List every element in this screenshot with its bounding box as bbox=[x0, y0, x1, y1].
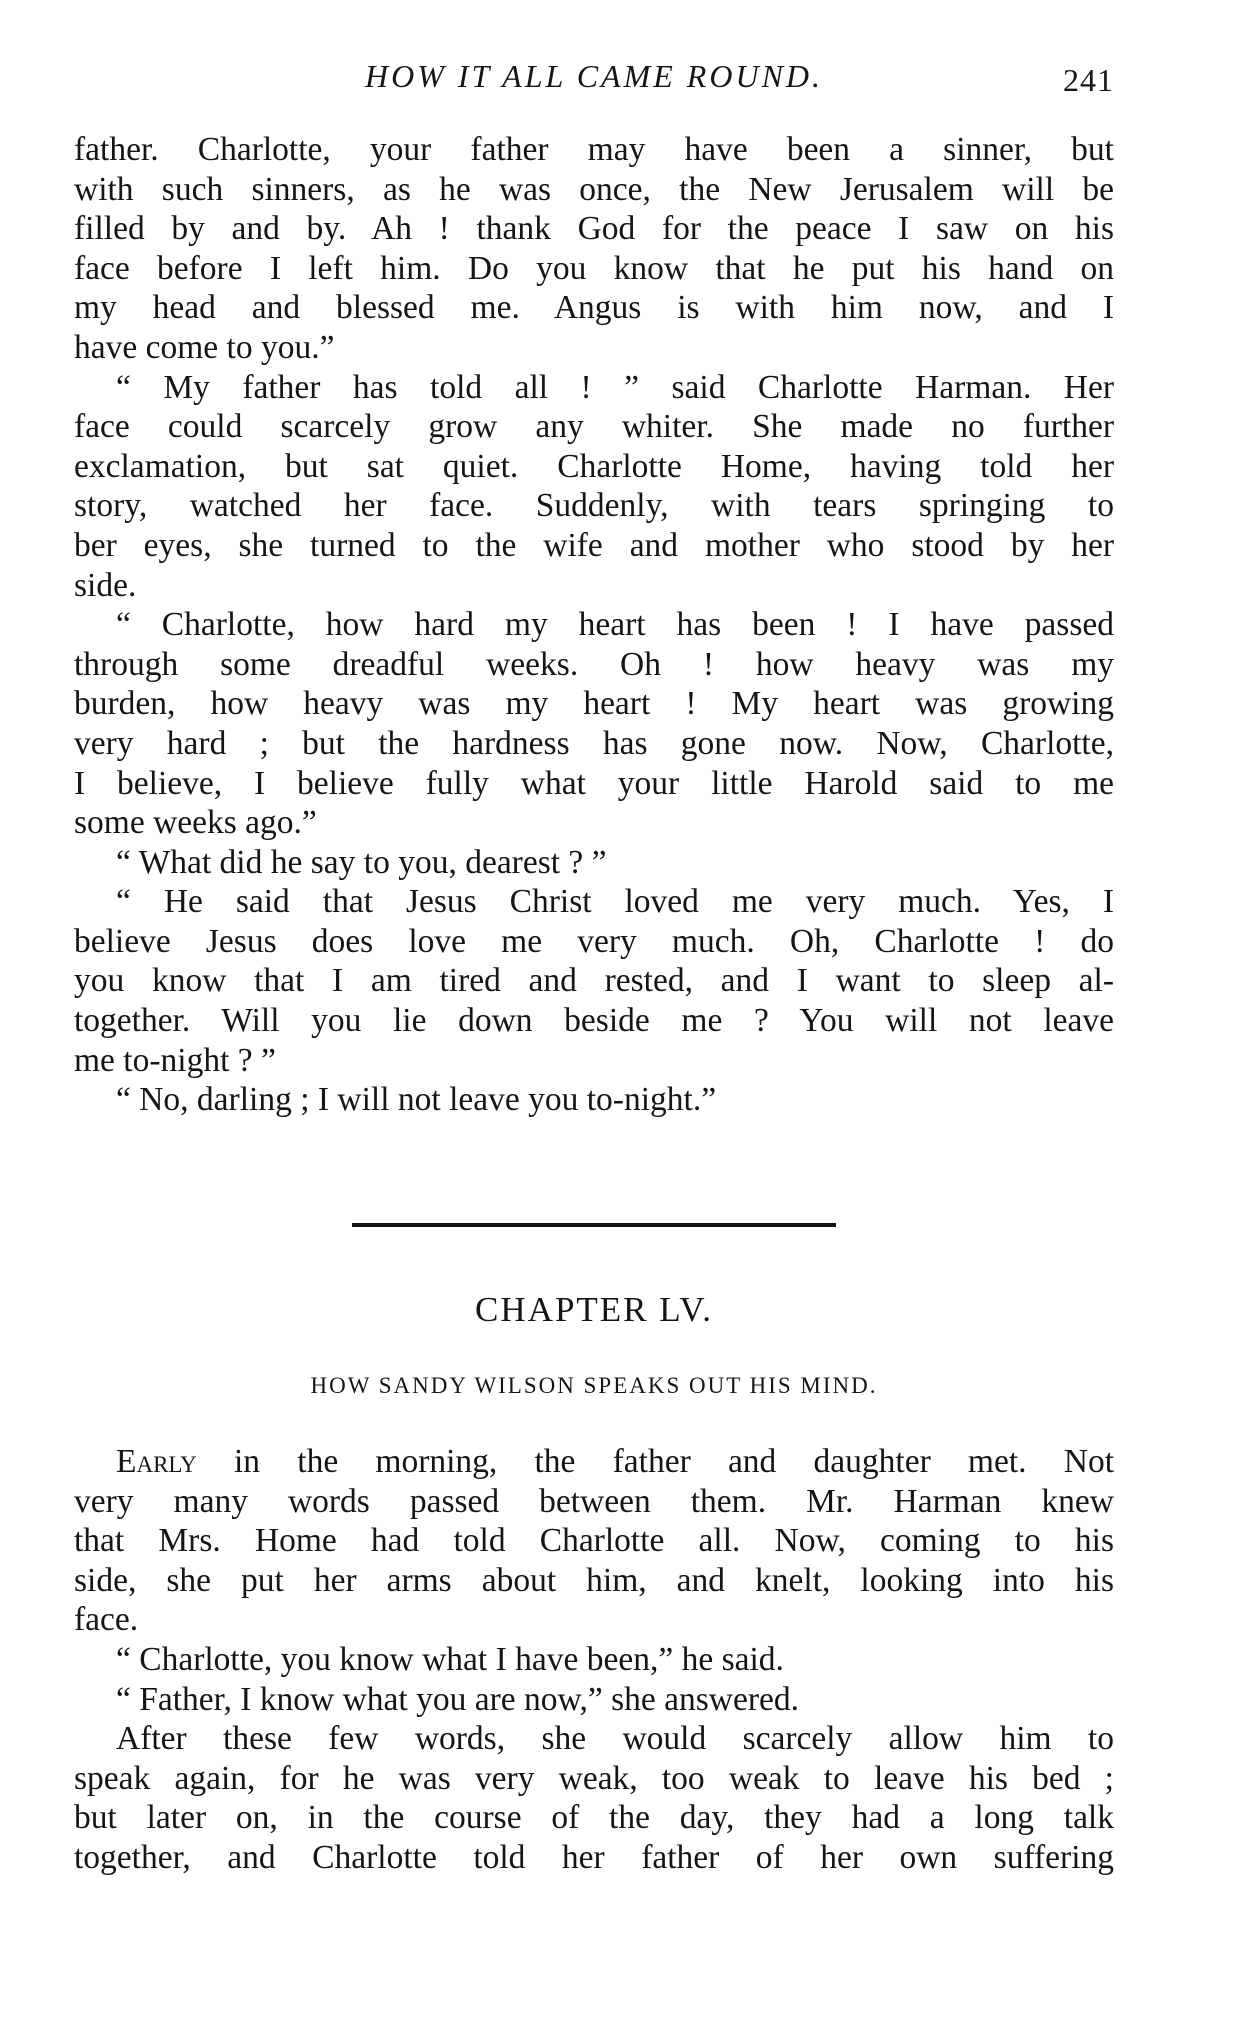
text-line: “ He said that Jesus Christ loved me very much. Yes, I bbox=[116, 883, 1114, 921]
text-line: exclamation, but sat quiet. Charlotte Home, having told her bbox=[74, 447, 1114, 485]
page-header bbox=[74, 58, 1114, 108]
text-line: very many words passed between them. Mr. Harman knew bbox=[74, 1482, 1114, 1520]
text-line: have come to you.” bbox=[74, 328, 335, 366]
text-line: I believe, I believe fully what your little Harold said to me bbox=[74, 764, 1114, 802]
text-line: After these few words, she would scarcely allow him to bbox=[116, 1720, 1114, 1758]
chapter-heading: CHAPTER LV. bbox=[475, 1290, 713, 1329]
text-line: ber eyes, she turned to the wife and mother who stood by her bbox=[74, 526, 1114, 564]
body-text-bottom bbox=[74, 1442, 1114, 1878]
chapter-subtitle: HOW SANDY WILSON SPEAKS OUT HIS MIND. bbox=[310, 1373, 878, 1398]
text-line: “ Charlotte, you know what I have been,” he said. bbox=[116, 1640, 784, 1678]
text-line: that Mrs. Home had told Charlotte all. Now, coming to his bbox=[74, 1522, 1114, 1560]
text-line: together, and Charlotte told her father of her own suffering bbox=[74, 1838, 1114, 1876]
text-line: side, she put her arms about him, and knelt, looking into his bbox=[74, 1561, 1114, 1599]
text-line: face before I left him. Do you know that he put his hand on bbox=[74, 249, 1114, 287]
chapter-divider-rule bbox=[352, 1223, 836, 1227]
text-line: but later on, in the course of the day, they had a long talk bbox=[74, 1799, 1114, 1837]
text-line: filled by and by. Ah ! thank God for the peace I saw on his bbox=[74, 210, 1114, 248]
text-line: my head and blessed me. Angus is with him now, and I bbox=[74, 289, 1114, 327]
text-line: face. bbox=[74, 1601, 139, 1639]
text-line: very hard ; but the hardness has gone now. Now, Charlotte, bbox=[74, 724, 1114, 762]
running-title: HOW IT ALL CAME ROUND. bbox=[364, 58, 824, 94]
text-line: “ Father, I know what you are now,” she answered. bbox=[116, 1680, 800, 1718]
text-line-rest: in the morning, the father and daughter met. Not bbox=[196, 1443, 1114, 1480]
text-line: side. bbox=[74, 566, 137, 604]
text-line: believe Jesus does love me very much. Oh, Charlotte ! do bbox=[74, 922, 1114, 960]
drop-word: Early bbox=[116, 1443, 197, 1480]
text-line: “ What did he say to you, dearest ? ” bbox=[116, 843, 607, 881]
page-number: 241 bbox=[1063, 62, 1114, 98]
body-text-top bbox=[74, 130, 1114, 1120]
text-line bbox=[74, 1442, 1114, 1482]
text-line: through some dreadful weeks. Oh ! how heavy was my bbox=[74, 645, 1114, 683]
text-line: together. Will you lie down beside me ? You will not leave bbox=[74, 1002, 1114, 1040]
text-line: me to-night ? ” bbox=[74, 1041, 276, 1079]
text-line: father. Charlotte, your father may have been a sinner, but bbox=[74, 131, 1114, 168]
text-line: burden, how heavy was my heart ! My heart was growing bbox=[74, 685, 1114, 723]
text-line: story, watched her face. Suddenly, with tears springing to bbox=[74, 487, 1114, 525]
text-line: face could scarcely grow any whiter. She made no further bbox=[74, 408, 1114, 446]
text-line: “ Charlotte, how hard my heart has been ! I have passed bbox=[116, 606, 1114, 644]
text-line: speak again, for he was very weak, too weak to leave his bed ; bbox=[74, 1759, 1114, 1797]
text-line: “ No, darling ; I will not leave you to-night.” bbox=[116, 1081, 717, 1119]
text-line: some weeks ago.” bbox=[74, 804, 317, 842]
text-line: with such sinners, as he was once, the New Jerusalem will be bbox=[74, 170, 1114, 208]
text-line: “ My father has told all ! ” said Charlotte Harman. Her bbox=[116, 368, 1114, 406]
text-line: you know that I am tired and rested, and I want to sleep al- bbox=[74, 962, 1114, 1000]
